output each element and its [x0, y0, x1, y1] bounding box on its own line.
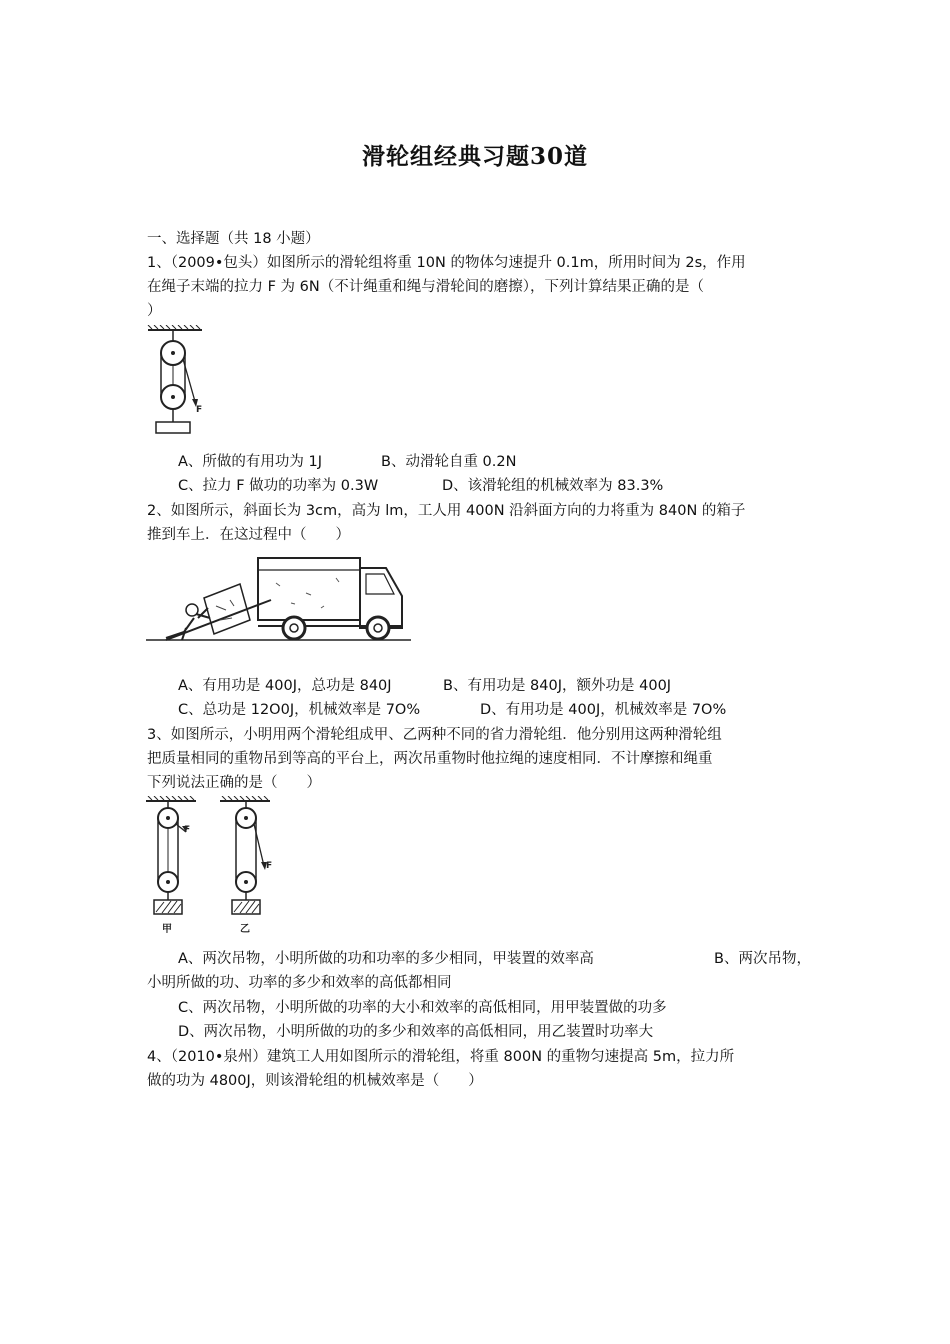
q3-pulley-figure	[146, 796, 286, 936]
q3-text-line3: 下列说法正确的是（ ）	[147, 775, 321, 791]
q3-figure-label-jia: 甲	[162, 924, 172, 935]
q4-text-line1: 4、（2010•泉州）建筑工人用如图所示的滑轮组，将重 800N 的重物匀速提高 5m，拉力所	[147, 1049, 735, 1065]
q3-option-c: C、两次吊物，小明所做的功率的大小和效率的高低相同，用甲装置做的功多	[178, 1000, 667, 1016]
q1-text-line2: 在绳子末端的拉力 F 为 6N（不计绳重和绳与滑轮间的磨擦），下列计算结果正确的是（	[147, 279, 704, 295]
q1-option-c: C、拉力 F 做功的功率为 0.3W	[178, 478, 379, 494]
q2-text-line2: 推到车上．在这过程中（ ）	[147, 527, 350, 543]
q3-option-b-continued: 小明所做的功、功率的多少和效率的高低都相同	[147, 975, 452, 991]
q4-text-line2: 做的功为 4800J，则该滑轮组的机械效率是（ ）	[147, 1073, 483, 1089]
q3-text-line2: 把质量相同的重物吊到等高的平台上，两次吊重物时他拉绳的速度相同．不计摩擦和绳重	[147, 751, 713, 767]
q2-text-line1: 2、如图所示，斜面长为 3cm，高为 lm，工人用 400N 沿斜面方向的力将重为 840N 的箱子	[147, 503, 746, 519]
q2-option-b: B、有用功是 840J，额外功是 400J	[443, 678, 672, 694]
q1-pulley-figure	[146, 325, 216, 437]
q1-option-d: D、该滑轮组的机械效率为 83.3%	[442, 478, 664, 494]
q3-option-d: D、两次吊物，小明所做的功的多少和效率的高低相同，用乙装置时功率大	[178, 1024, 654, 1040]
q3-figure-force-label-yi: F	[266, 861, 273, 871]
q3-option-a: A、两次吊物，小明所做的功和功率的多少相同，甲装置的效率高	[178, 951, 594, 967]
q1-text-line3: ）	[147, 303, 162, 319]
q2-option-c: C、总功是 12O0J，机械效率是 7O%	[178, 702, 421, 718]
q3-option-b: B、两次吊物，	[714, 951, 811, 967]
q3-figure-label-yi: 乙	[240, 924, 250, 935]
q1-text-line1: 1、（2009•包头）如图所示的滑轮组将重 10N 的物体匀速提升 0.1m，所用时间为 2s，作用	[147, 255, 746, 271]
q2-option-a: A、有用功是 400J，总功是 840J	[178, 678, 392, 694]
q2-truck-ramp-figure	[146, 548, 416, 648]
q3-figure-force-label-jia: F	[184, 825, 191, 835]
q3-text-line1: 3、如图所示，小明用两个滑轮组成甲、乙两种不同的省力滑轮组．他分别用这两种滑轮组	[147, 727, 722, 743]
q1-option-a: A、所做的有用功为 1J	[178, 454, 323, 470]
q1-option-b: B、动滑轮自重 0.2N	[381, 454, 517, 470]
page-title: 滑轮组经典习题30道	[361, 143, 588, 170]
section-heading: 一、选择题（共 18 小题）	[147, 231, 320, 247]
q2-option-d: D、有用功是 400J，机械效率是 7O%	[480, 702, 727, 718]
q1-figure-force-label: F	[196, 405, 203, 415]
